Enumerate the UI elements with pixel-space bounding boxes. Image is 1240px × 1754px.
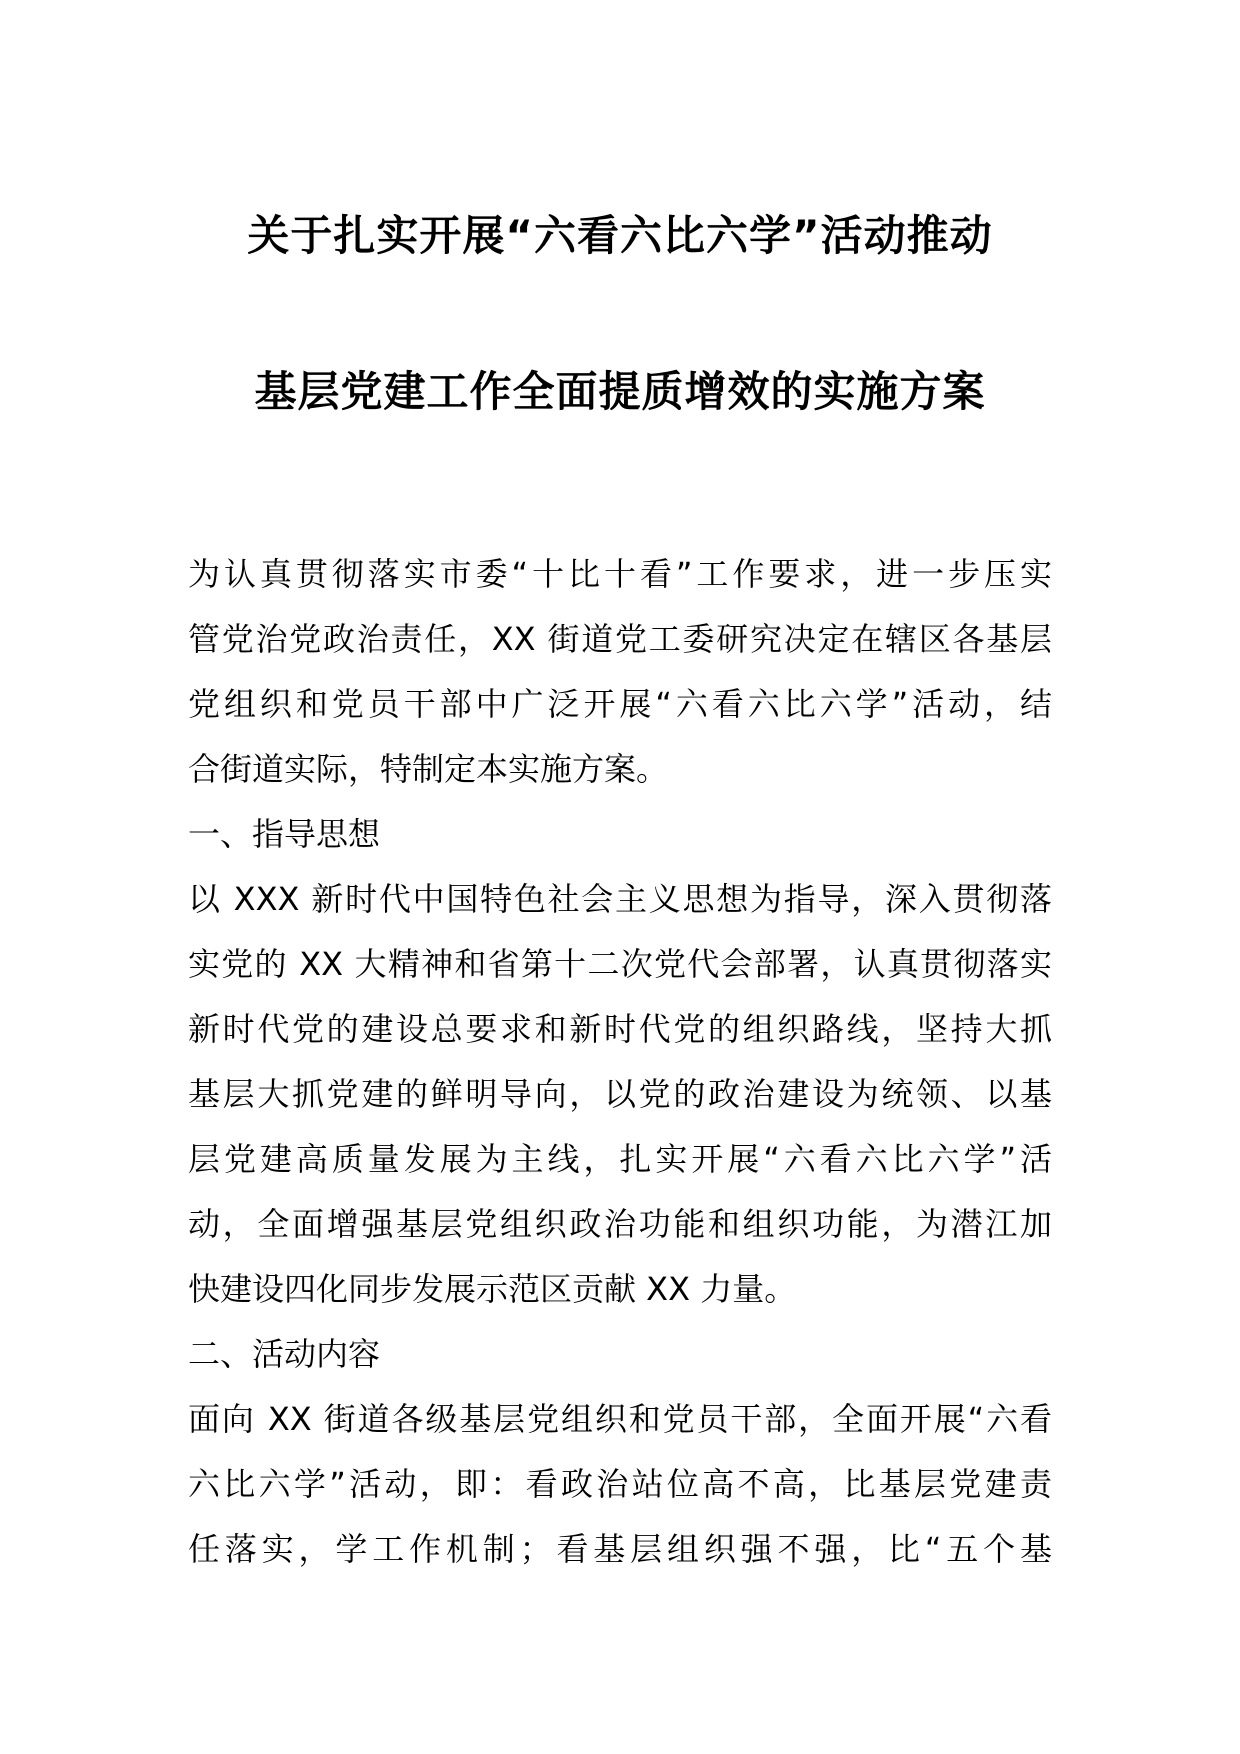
body-line: 面向 XX 街道各级基层党组织和党员干部，全面开展“六看 xyxy=(188,1400,1052,1438)
body-line: 合街道实际，特制定本实施方案。 xyxy=(188,750,669,788)
body-line: 实党的 XX 大精神和省第十二次党代会部署，认真贯彻落实 xyxy=(188,945,1052,983)
body-line: 管党治党政治责任，XX 街道党工委研究决定在辖区各基层 xyxy=(188,620,1052,658)
body-line: 以 XXX 新时代中国特色社会主义思想为指导，深入贯彻落 xyxy=(188,880,1052,918)
body-line: 快建设四化同步发展示范区贡献 XX 力量。 xyxy=(188,1270,797,1308)
section-heading-guiding-ideology: 一、指导思想 xyxy=(188,815,381,853)
body-line: 六比六学”活动，即：看政治站位高不高，比基层党建责 xyxy=(188,1465,1052,1503)
document-title-line-2: 基层党建工作全面提质增效的实施方案 xyxy=(254,367,986,416)
document-body xyxy=(188,542,1052,1582)
body-line: 基层大抓党建的鲜明导向，以党的政治建设为统领、以基 xyxy=(188,1075,1052,1113)
body-line: 任落实，学工作机制；看基层组织强不强，比“五个基 xyxy=(188,1530,1052,1568)
section-heading-activity-content: 二、活动内容 xyxy=(188,1335,381,1373)
body-line: 层党建高质量发展为主线，扎实开展“六看六比六学”活 xyxy=(188,1140,1052,1178)
body-line: 动，全面增强基层党组织政治功能和组织功能，为潜江加 xyxy=(188,1205,1052,1243)
body-line: 为认真贯彻落实市委“十比十看”工作要求，进一步压实 xyxy=(188,555,1052,593)
body-line: 新时代党的建设总要求和新时代党的组织路线，坚持大抓 xyxy=(188,1010,1052,1048)
body-line: 党组织和党员干部中广泛开展“六看六比六学”活动，结 xyxy=(188,685,1052,723)
document-title-line-1: 关于扎实开展“六看六比六学”活动推动 xyxy=(247,211,993,260)
